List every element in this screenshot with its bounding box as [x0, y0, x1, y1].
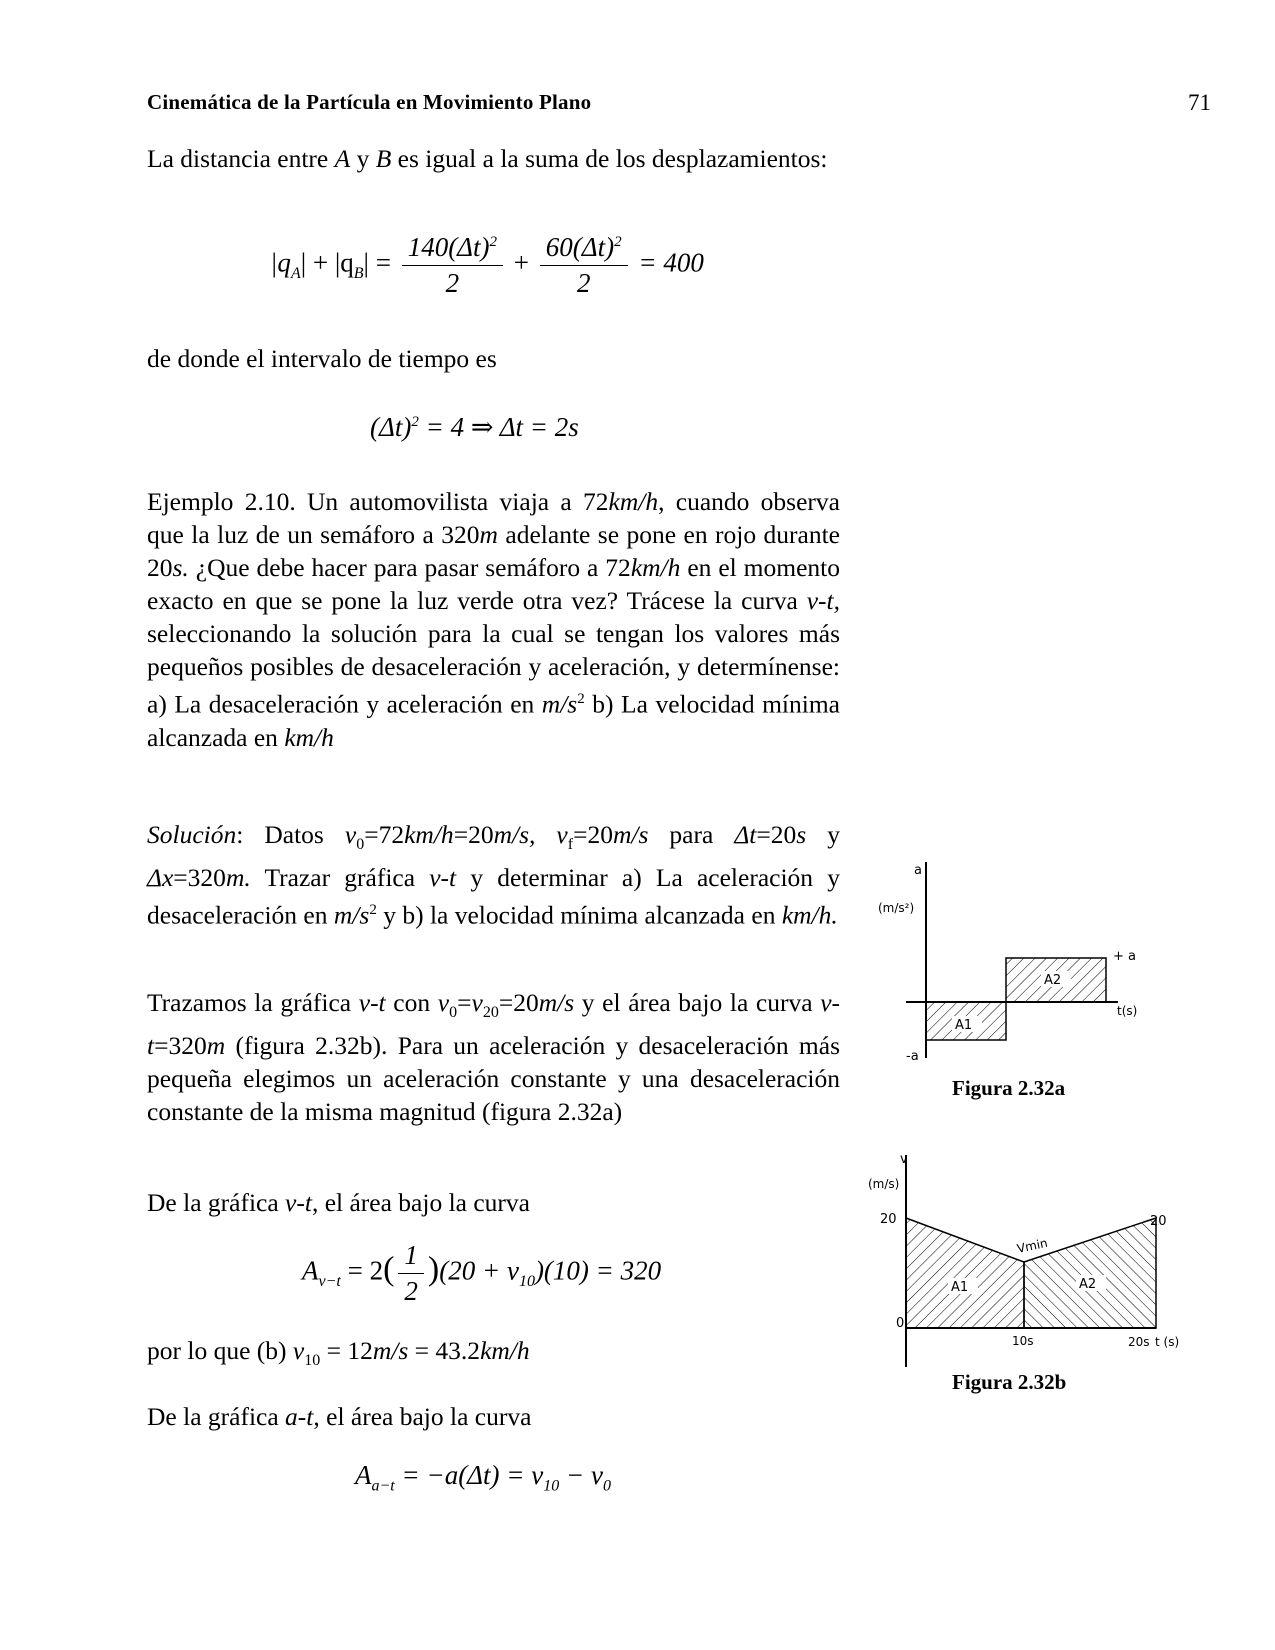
t-axis-label: t(s): [1117, 1004, 1138, 1018]
equation-delta-t: $(\Delta t)^2 = 4$ ⇒ Δt = 2s: [370, 412, 579, 442]
figure-2-32a-caption: Figura 2.32a: [952, 1076, 1066, 1100]
vmin-label: Vmin: [1015, 1235, 1049, 1256]
page-number: 71: [1188, 90, 1211, 115]
equation-displacement-sum: $|q_A| + |q_B|$ = $\frac{140(\Delta t)^2}{2}$ + $\frac{60(\Delta t)^2}{2}$ = 400: [270, 232, 704, 298]
paragraph-at-area: De la gráfica a-t, el área bajo la curva: [147, 1402, 532, 1431]
v-start-label: 20: [880, 1212, 897, 1227]
t10-label: 10s: [1012, 1334, 1034, 1348]
t20-label: 20s: [1128, 1335, 1150, 1349]
paragraph-interval: de donde el intervalo de tiempo es: [147, 344, 497, 373]
figure-2-32b-diagram: [860, 1145, 1180, 1375]
area-a2-label: A2: [1044, 973, 1062, 988]
area-a1-label: A1: [955, 1018, 973, 1033]
t-axis-label: t (s): [1155, 1335, 1180, 1349]
area-a1-label: A1: [951, 1280, 969, 1295]
paragraph-distance: La distancia entre A y B es igual a la suma de los desplazamientos:: [147, 144, 828, 173]
area-a1: [906, 1218, 1024, 1328]
v-axis-label: v: [900, 1152, 908, 1167]
running-header: Cinemática de la Partícula en Movimiento Plano: [147, 90, 592, 114]
v-end-label: 20: [1150, 1214, 1167, 1229]
paragraph-example-2-10: Ejemplo 2.10. Un automovilista viaja a 72km/h, cuando observa que la luz de un semáforo a 320m adelante se pone en rojo durante 20s. ¿Que debe hacer para pasar semáforo a 72km/h en el momento exacto en que se pone la luz verde otra vez? Trácese la curva v-t, seleccionando la solución para la cual se tengan los valores más pequeños posibles de desaceleración y aceleración, y determínense: a) La desaceleración y aceleración en $m/s^2$ b) La velocidad mínima alcanzada en km/h: [147, 487, 841, 752]
a-axis-label: a: [914, 863, 922, 878]
minus-a-label: -a: [906, 1049, 919, 1064]
area-a2: [1024, 1218, 1156, 1328]
v-axis-unit: (m/s): [868, 1177, 900, 1191]
paragraph-vt-area: De la gráfica v-t, el área bajo la curva: [147, 1188, 530, 1217]
equation-area-vt: $A_{v-t} = 2$( $\frac{1}{2}$ )$(20 + v_{10})(10) = 320$: [302, 1240, 662, 1306]
figure-2-32a-diagram: [860, 850, 1160, 1070]
plus-a-label: + a: [1113, 949, 1136, 964]
origin-label: 0: [896, 1316, 905, 1331]
a-axis-unit: (m/s²): [878, 901, 915, 915]
equation-area-at: $A_{a-t} = -a(\Delta t) = v_{10} - v_0$: [355, 1460, 611, 1495]
paragraph-graph-description: Trazamos la gráfica v-t con $v_0=v_{20}=20m/s$ y el área bajo la curva v-t=320m (figura 2.32b). Para un aceleración y desaceleración más pequeña elegimos un aceleración constante y una desaceleración constante de la misma magnitud (figura 2.32a): [147, 988, 840, 1127]
paragraph-solution: Solución: Datos $v_0=72km/h=20m/s$, $v_f=20m/s$ para Δt=20s y Δx=320m. Trazar gráfica v-t y determinar a) La aceleración y desaceleración en $m/s^2$ y b) la velocidad mínima alcanzada en km/h.: [147, 820, 841, 930]
paragraph-v10-result: por lo que (b) $v_{10} = 12m/s = 43.2km/h$: [147, 1336, 530, 1370]
area-a2-label: A2: [1079, 1277, 1097, 1292]
figure-2-32b-caption: Figura 2.32b: [952, 1370, 1067, 1394]
